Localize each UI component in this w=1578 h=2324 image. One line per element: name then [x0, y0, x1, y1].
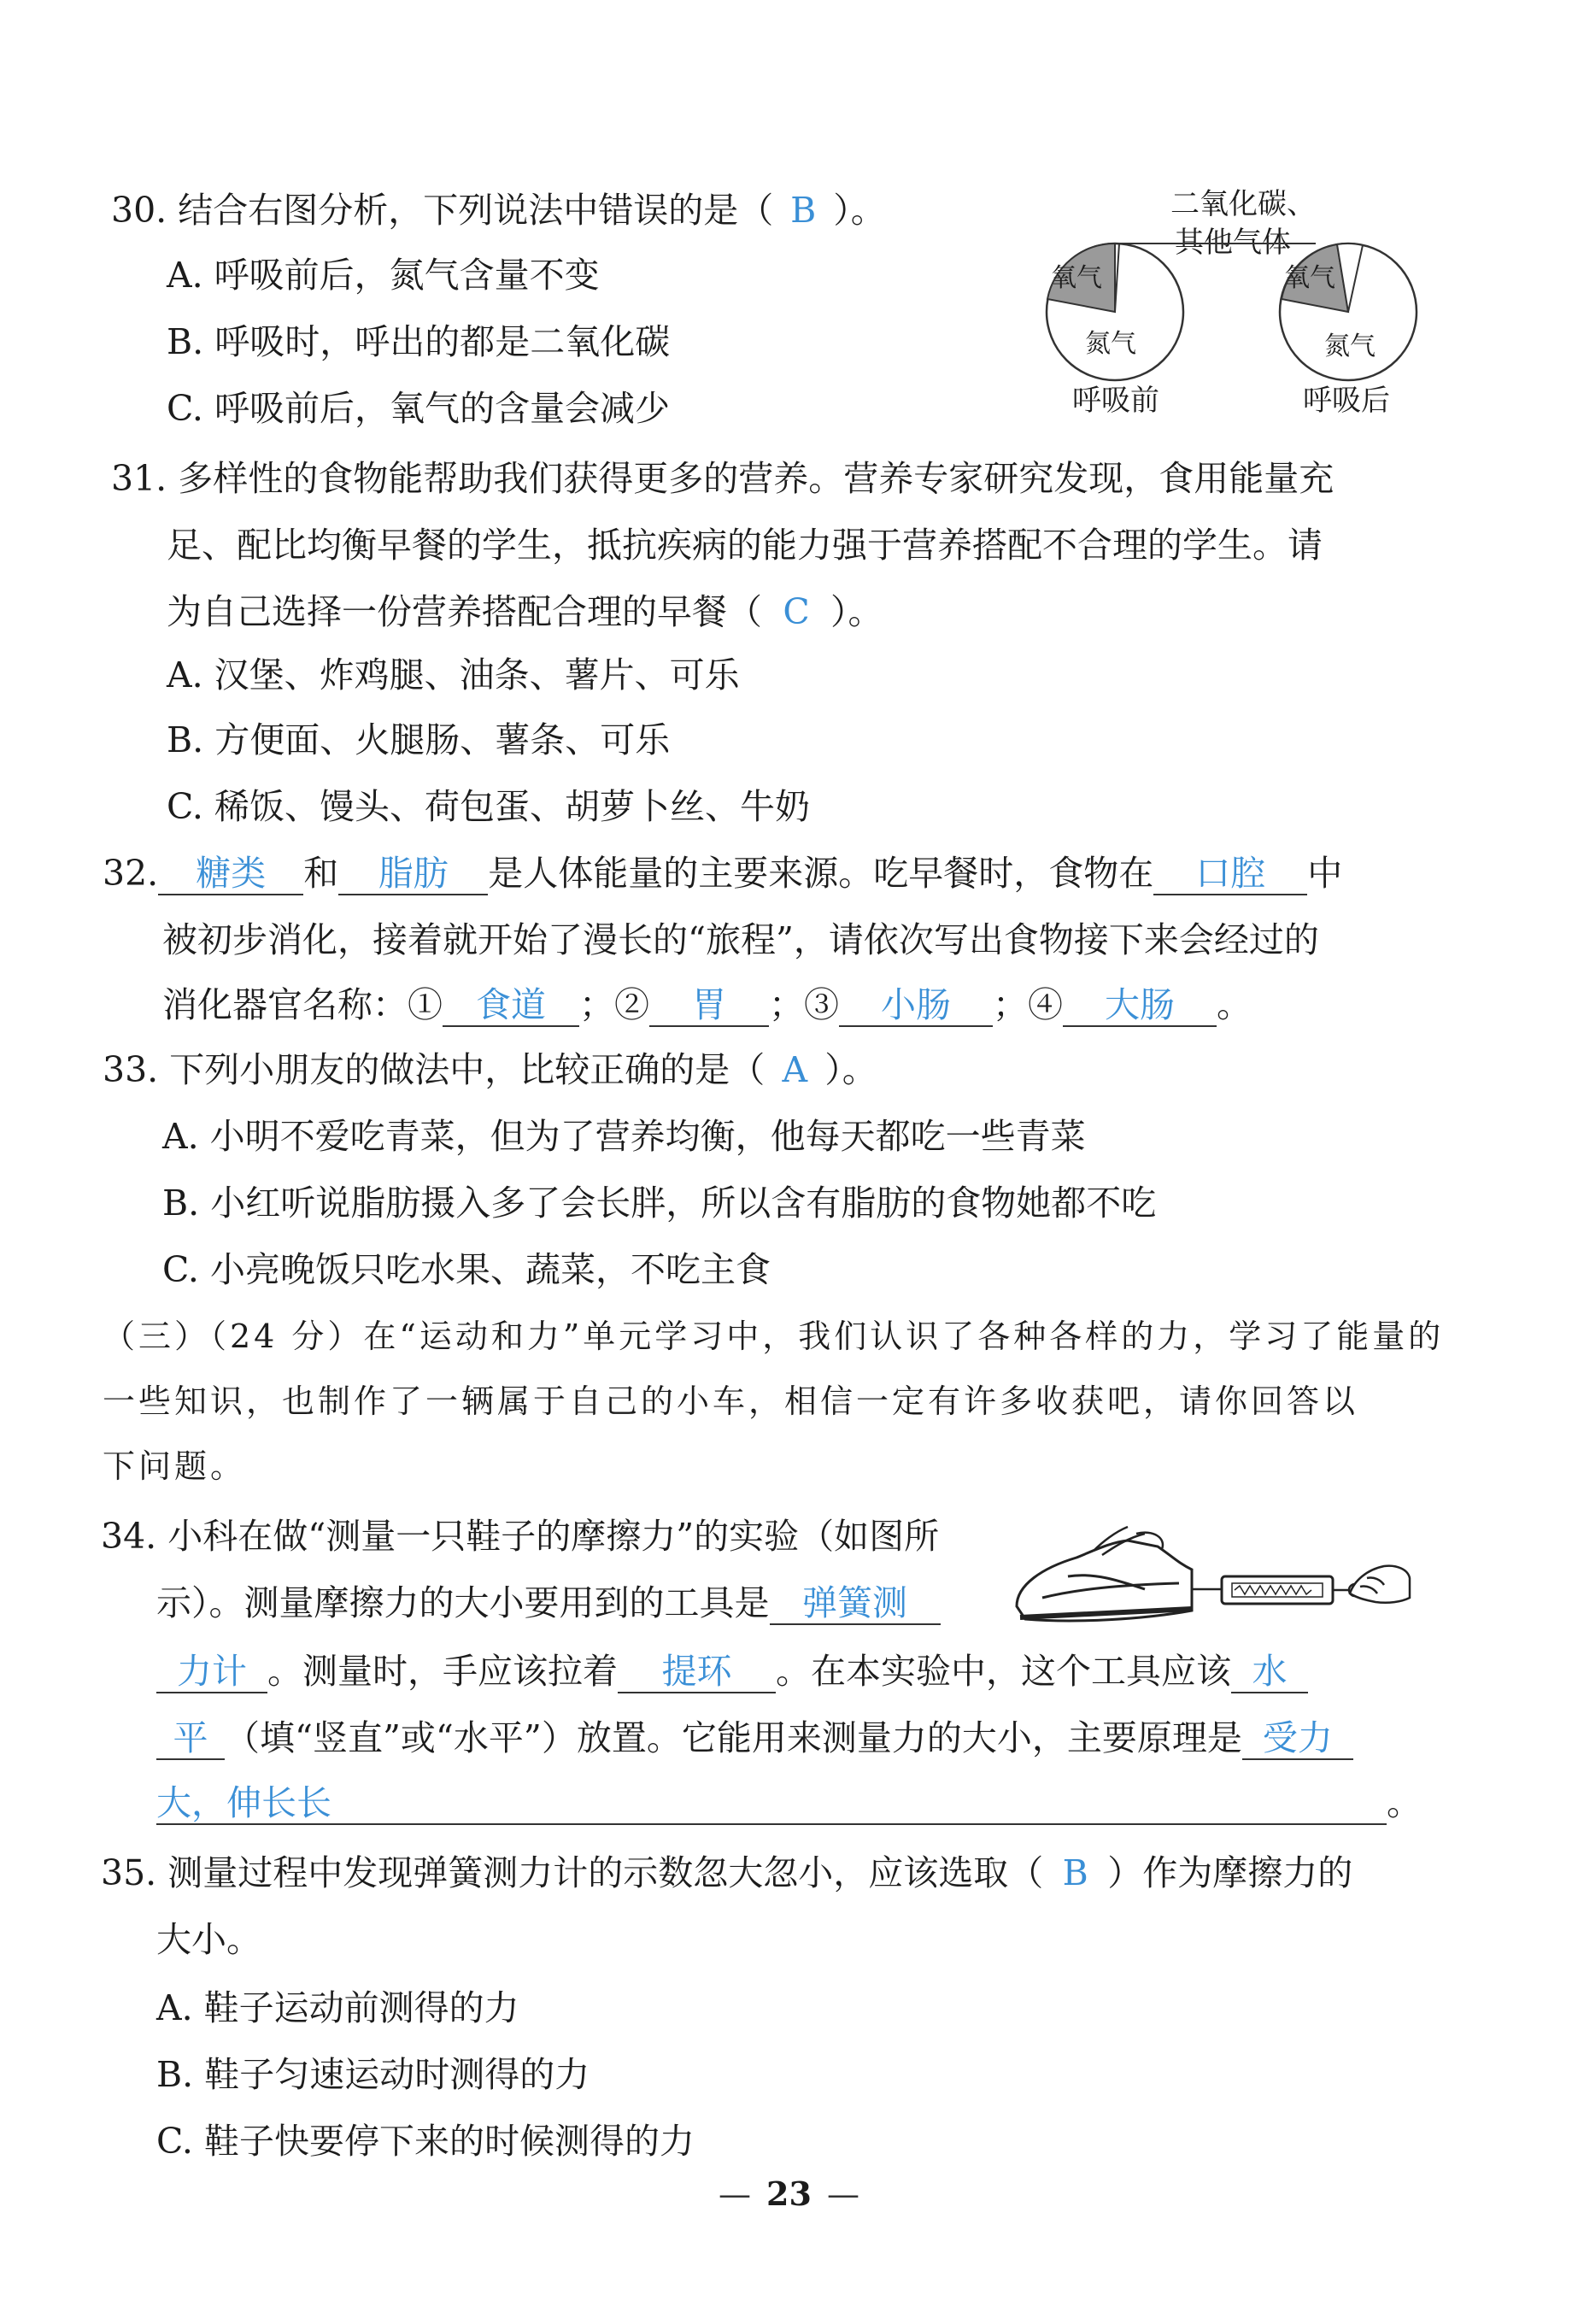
label-co2: 二氧化碳、 — [1170, 187, 1316, 221]
label-after: 呼吸后 — [1303, 384, 1390, 418]
q34-line5: 大，伸长长 。 — [156, 1782, 1422, 1823]
q35-answer: B — [1062, 1852, 1088, 1893]
pie-before — [1047, 244, 1183, 380]
q33-answer: A — [782, 1049, 808, 1090]
q35-option-c: C. 鞋子快要停下来的时候测得的力 — [156, 2121, 695, 2162]
q34-line4: 平 （填“竖直”或“水平”）放置。它能用来测量力的大小，主要原理是 受力 — [156, 1714, 1353, 1762]
q34-line2: 示）。测量摩擦力的大小要用到的工具是 弹簧测 — [156, 1579, 941, 1627]
q32-line2: 被初步消化，接着就开始了漫长的“旅程”，请依次写出食物接下来会经过的 — [162, 919, 1319, 960]
q30-option-b: B. 呼吸时，呼出的都是二氧化碳 — [167, 321, 671, 362]
q31-option-b: B. 方便面、火腿肠、薯条、可乐 — [167, 719, 671, 760]
q31-option-a: A. 汉堡、炸鸡腿、油条、薯片、可乐 — [167, 654, 740, 695]
q32-blank-1[interactable]: 糖类 — [158, 853, 303, 895]
q31-line3: 为自己选择一份营养搭配合理的早餐（ C ）。 — [167, 588, 883, 636]
q34-line1: 34. 小科在做“测量一只鞋子的摩擦力”的实验（如图所 — [101, 1516, 940, 1557]
q33-option-c: C. 小亮晚饭只吃水果、蔬菜，不吃主食 — [162, 1249, 771, 1290]
pie-before-oxygen: 氧气 — [1051, 263, 1102, 293]
q32-blank-4[interactable]: 食道 — [443, 984, 579, 1027]
q34-blank-1a[interactable]: 弹簧测 — [770, 1582, 941, 1625]
q32-blank-3[interactable]: 口腔 — [1153, 853, 1307, 895]
section3-line1: （三）（24 分）在“运动和力”单元学习中，我们认识了各种各样的力，学习了能量的 — [103, 1318, 1445, 1355]
pie-after-nitrogen: 氮气 — [1324, 332, 1376, 361]
q34-blank-3b[interactable]: 平 — [156, 1717, 225, 1760]
q32-blank-2[interactable]: 脂肪 — [338, 853, 488, 895]
q31-line2: 足、配比均衡早餐的学生，抵抗疾病的能力强于营养搭配不合理的学生。请 — [167, 525, 1323, 566]
hand-icon — [1350, 1566, 1410, 1603]
shoe-icon — [1017, 1527, 1192, 1621]
q34-blank-4b[interactable]: 大，伸长长 — [156, 1782, 1387, 1825]
q32-blank-5[interactable]: 胃 — [649, 984, 769, 1027]
q31-option-c: C. 稀饭、馒头、荷包蛋、胡萝卜丝、牛奶 — [167, 786, 810, 827]
q34-blank-4a[interactable]: 受力 — [1242, 1717, 1353, 1760]
pie-after-oxygen: 氧气 — [1284, 263, 1335, 293]
pie-before-nitrogen: 氮气 — [1085, 329, 1136, 359]
breathing-gas-pie-figure — [1034, 179, 1427, 427]
q35-line1: 35. 测量过程中发现弹簧测力计的示数忽大忽小，应该选取（ B ）作为摩擦力的 — [101, 1849, 1352, 1897]
q30-stem: 30. 结合右图分析，下列说法中错误的是（ B ）。 — [111, 186, 886, 234]
q32-blank-7[interactable]: 大肠 — [1063, 984, 1217, 1027]
label-before: 呼吸前 — [1072, 384, 1159, 418]
q30-option-c: C. 呼吸前后，氧气的含量会减少 — [167, 388, 670, 429]
pie-after — [1280, 244, 1417, 380]
q34-blank-2[interactable]: 提环 — [618, 1651, 776, 1693]
q30-option-a: A. 呼吸前后，氮气含量不变 — [167, 255, 600, 296]
q34-line3: 力计 。测量时，手应该拉着 提环 。在本实验中，这个工具应该 水 — [156, 1647, 1308, 1695]
q35-option-b: B. 鞋子匀速运动时测得的力 — [156, 2054, 590, 2095]
q30-answer: B — [790, 190, 817, 231]
page-number: — 23 — — [719, 2174, 859, 2213]
q33-option-b: B. 小红听说脂肪摄入多了会长胖，所以含有脂肪的食物她都不吃 — [162, 1183, 1157, 1224]
q35-line2: 大小。 — [156, 1919, 261, 1960]
q32-line3: 消化器官名称：① 食道 ；② 胃 ；③ 小肠 ；④ 大肠 。 — [162, 984, 1252, 1025]
label-other-gases: 其他气体 — [1175, 226, 1291, 260]
q31-line1: 31. 多样性的食物能帮助我们获得更多的营养。营养专家研究发现，食用能量充 — [111, 458, 1335, 499]
section3-line3: 下问题。 — [103, 1447, 247, 1485]
q32-line1: 32. 糖类 和 脂肪 是人体能量的主要来源。吃早餐时，食物在 口腔 中 — [103, 853, 1343, 894]
q33-option-a: A. 小明不爱吃青菜，但为了营养均衡，他每天都吃一些青菜 — [162, 1116, 1086, 1157]
spring-scale-icon — [1222, 1576, 1361, 1604]
shoe-spring-scale-figure — [1008, 1517, 1414, 1645]
q32-blank-6[interactable]: 小肠 — [839, 984, 993, 1027]
q34-blank-3a[interactable]: 水 — [1231, 1651, 1308, 1693]
q34-blank-1b[interactable]: 力计 — [156, 1651, 267, 1693]
q33-stem: 33. 下列小朋友的做法中，比较正确的是（ A ）。 — [103, 1046, 877, 1094]
section3-line2: 一些知识，也制作了一辆属于自己的小车，相信一定有许多收获吧，请你回答以 — [103, 1382, 1359, 1420]
q31-answer: C — [783, 591, 810, 632]
q35-option-a: A. 鞋子运动前测得的力 — [156, 1987, 519, 2028]
